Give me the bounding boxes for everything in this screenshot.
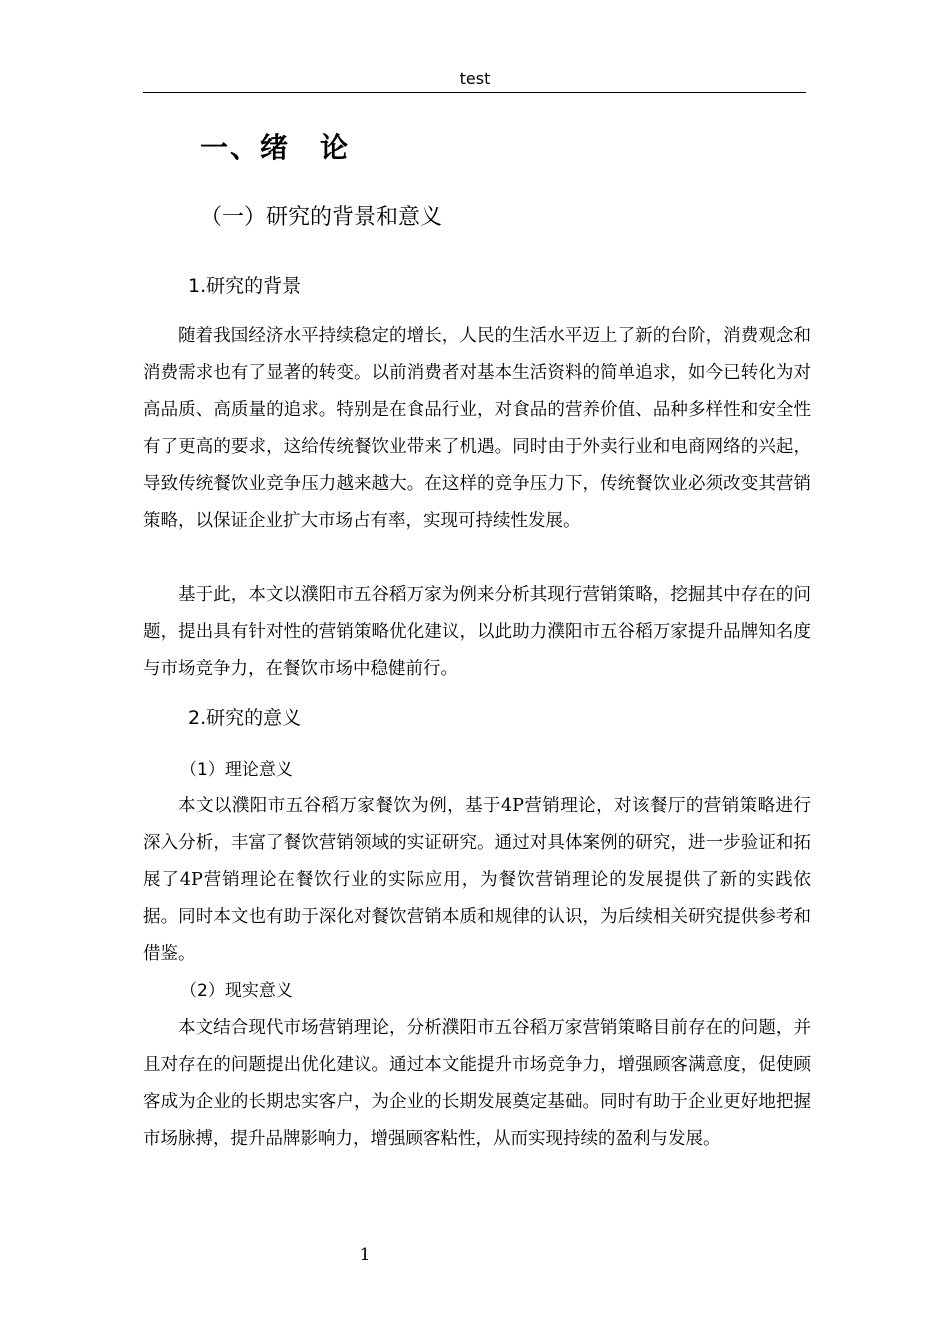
subsection-title-background: 1.研究的背景	[188, 275, 302, 297]
subsection-title-significance: 2.研究的意义	[188, 707, 302, 729]
page-number: 1	[359, 1245, 371, 1265]
page-header: test	[459, 69, 491, 88]
paragraph-basis: 基于此，本文以濮阳市五谷稻万家为例来分析其现行营销策略，挖掘其中存在的问题，提出具有针对性的营销策略优化建议，以此助力濮阳市五谷稻万家提升品牌知名度与市场竞争力，在餐饮市场中稳健前行。	[143, 585, 811, 679]
paragraph-practice: 本文结合现代市场营销理论，分析濮阳市五谷稻万家营销策略目前存在的问题，并且对存在的问题提出优化建议。通过本文能提升市场竞争力，增强顾客满意度，促使顾客成为企业的长期忠实客户，为企业的长期发展奠定基础。同时有助于企业更好地把握市场脉搏，提升品牌影响力，增强顾客粘性，从而实现持续的盈利与发展。	[143, 1018, 811, 1149]
paragraph-background: 随着我国经济水平持续稳定的增长，人民的生活水平迈上了新的台阶，消费观念和消费需求也有了显著的转变。以前消费者对基本生活资料的简单追求，如今已转化为对高品质、高质量的追求。特别是在食品行业，对食品的营养价值、品种多样性和安全性有了更高的要求，这给传统餐饮业带来了机遇。同时由于外卖行业和电商网络的兴起，导致传统餐饮业竞争压力越来越大。在这样的竞争压力下，传统餐饮业必须改变其营销策略，以保证企业扩大市场占有率，实现可持续性发展。	[143, 326, 811, 531]
theory-significance-title: （1）理论意义	[180, 760, 293, 780]
paragraph-theory: 本文以濮阳市五谷稻万家餐饮为例，基于4P营销理论，对该餐厅的营销策略进行深入分析，丰富了餐饮营销领域的实证研究。通过对具体案例的研究，进一步验证和拓展了4P营销理论在餐饮行业的实际应用，为餐饮营销理论的发展提供了新的实践依据。同时本文也有助于深化对餐饮营销本质和规律的认识，为后续相关研究提供参考和借鉴。	[143, 796, 811, 964]
header-rule	[143, 92, 806, 93]
chapter-title: 一、绪 论	[200, 131, 351, 164]
section-title: （一）研究的背景和意义	[200, 205, 443, 230]
practical-significance-title: （2）现实意义	[180, 981, 293, 1001]
